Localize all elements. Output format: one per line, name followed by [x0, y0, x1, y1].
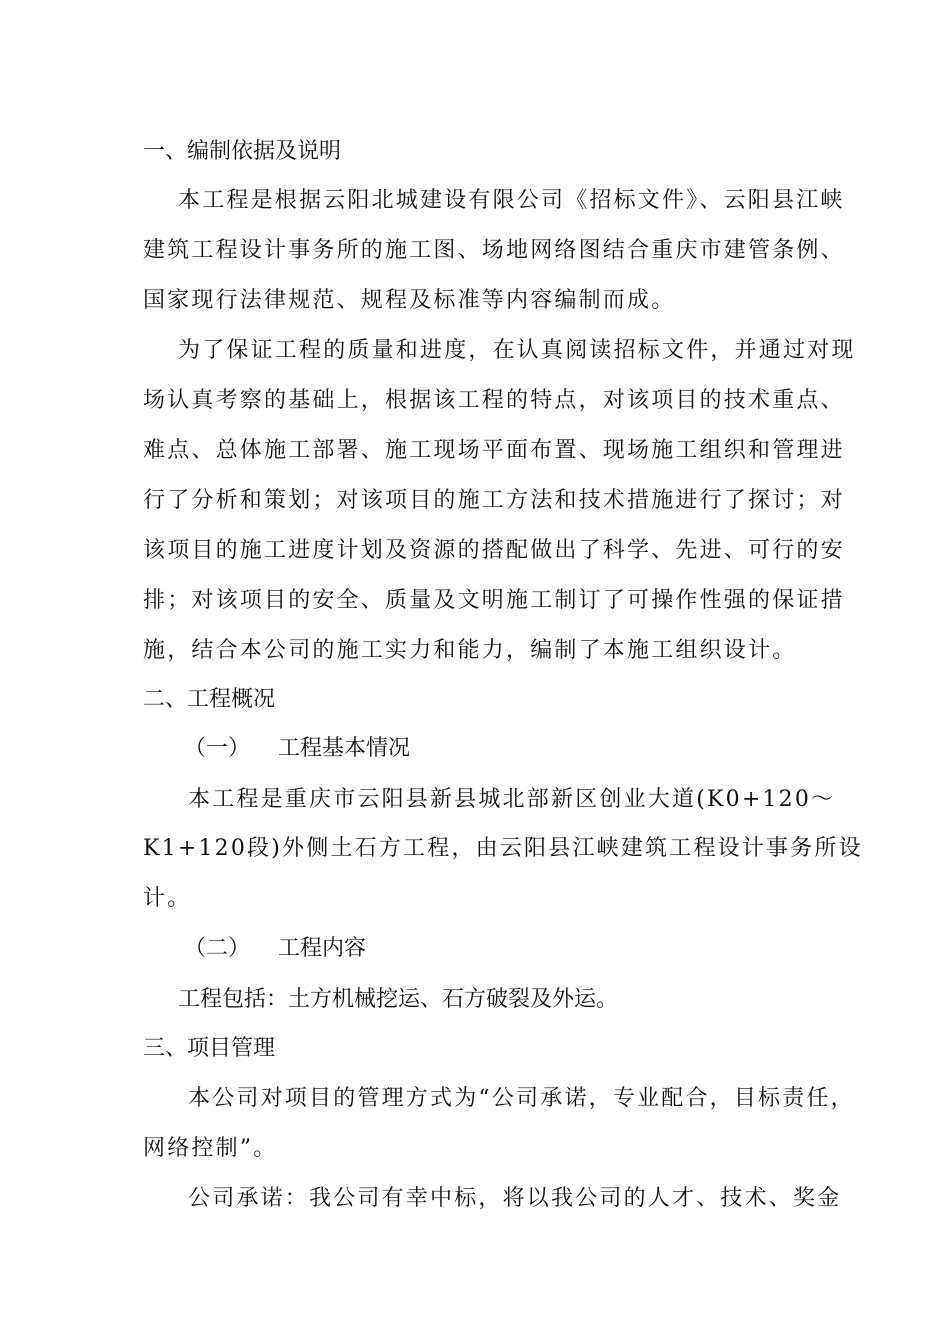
paragraph-line: 工程包括：土方机械挖运、石方破裂及外运。 — [178, 987, 619, 1012]
subsection-number: （一） — [184, 736, 251, 761]
paragraph-line: 排；对该项目的安全、质量及文明施工制订了可操作性强的保证措 — [143, 588, 845, 613]
paragraph-line: 本工程是根据云阳北城建设有限公司《招标文件》、云阳县江峡 — [178, 188, 845, 213]
paragraph-line: 本工程是重庆市云阳县新县城北部新区创业大道(K0+120～ — [188, 787, 836, 812]
paragraph-line: 难点、总体施工部署、施工现场平面布置、现场施工组织和管理进 — [143, 438, 845, 463]
paragraph-line: 为了保证工程的质量和进度，在认真阅读招标文件，并通过对现 — [178, 338, 856, 363]
subsection-number: （二） — [184, 936, 251, 961]
paragraph-line: 行了分析和策划；对该项目的施工方法和技术措施进行了探讨；对 — [143, 488, 845, 513]
subsection-title: 工程内容 — [278, 936, 367, 961]
paragraph-line: 国家现行法律规范、规程及标准等内容编制而成。 — [143, 288, 676, 313]
section-heading-1: 一、编制依据及说明 — [143, 139, 342, 164]
paragraph-line: K1+120段)外侧土石方工程，由云阳县江峡建筑工程设计事务所设 — [143, 836, 863, 861]
paragraph-line: 计。 — [143, 886, 192, 911]
paragraph-line: 建筑工程设计事务所的施工图、场地网络图结合重庆市建管条例、 — [143, 238, 845, 263]
paragraph-line: 本公司对项目的管理方式为“公司承诺，专业配合，目标责任， — [188, 1086, 855, 1111]
section-heading-2: 二、工程概况 — [143, 687, 276, 712]
paragraph-line: 施，结合本公司的施工实力和能力，编制了本施工组织设计。 — [143, 638, 797, 663]
paragraph-line: 公司承诺：我公司有幸中标，将以我公司的人才、技术、奖金 — [188, 1186, 842, 1211]
paragraph-line: 场认真考察的基础上，根据该工程的特点，对该项目的技术重点、 — [143, 388, 845, 413]
paragraph-line: 该项目的施工进度计划及资源的搭配做出了科学、先进、可行的安 — [143, 538, 845, 563]
subsection-title: 工程基本情况 — [278, 736, 411, 761]
section-heading-3: 三、项目管理 — [143, 1036, 276, 1061]
paragraph-line: 网络控制”。 — [143, 1136, 278, 1161]
